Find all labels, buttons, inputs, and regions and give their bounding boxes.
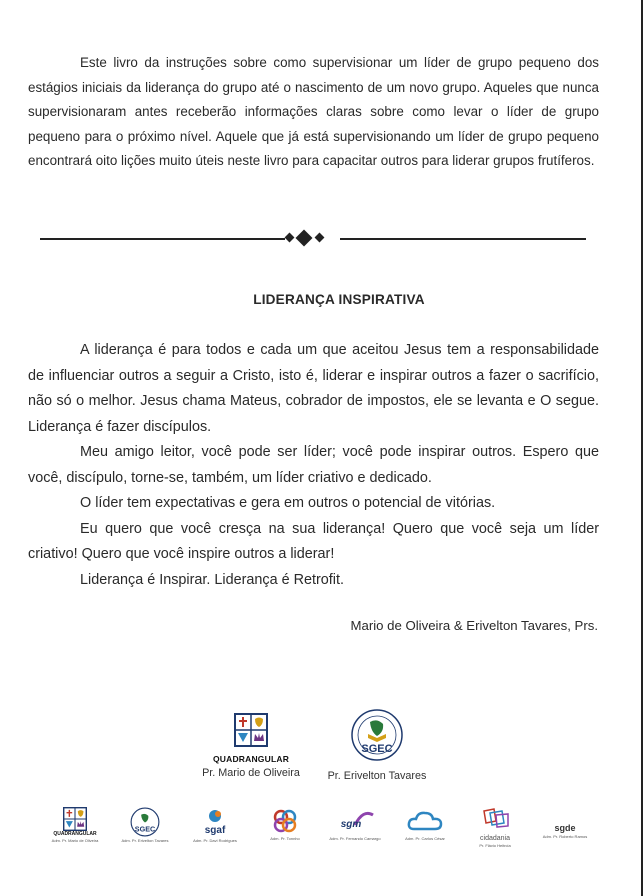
footer-logo-cidadania <box>460 807 530 848</box>
footer-logo-sub: Adm. Pr. Tonnho <box>270 836 300 841</box>
signature: Mario de Oliveira & Erivelton Tavares, Prs. <box>350 618 598 633</box>
footer-logo-cloud <box>390 807 460 841</box>
footer-logo-sgm <box>320 807 390 841</box>
footer-logo-sgec <box>110 807 180 843</box>
sgec-seal-icon <box>130 807 160 837</box>
quadrangular-emblem-icon <box>234 713 268 747</box>
paragraph: Eu quero que você cresça na sua liderança! Quero que você seja um líder criativo! Quero que você inspire outros a liderar! <box>28 520 599 562</box>
paragraph: O líder tem expectativas e gera em outros o potencial de vitórias. <box>80 495 496 511</box>
quadrangular-emblem-icon <box>63 807 87 831</box>
footer-logo-sub: Adm. Pr. Davi Rodrigues <box>193 838 237 843</box>
footer-logo-quadrangular <box>40 807 110 843</box>
sgaf-logo-icon <box>200 807 230 837</box>
footer-logo-sub: Adm. Pr. Carlos César <box>405 836 445 841</box>
footer-logo-sub: Adm. Pr. Mario de Oliveira <box>51 838 99 843</box>
diamond-ornament-small <box>285 233 295 243</box>
footer-logos <box>40 807 600 867</box>
cloud-logo-icon <box>406 807 444 835</box>
paragraph: Meu amigo leitor, você pode ser líder; você pode inspirar outros. Espero que você, discípulo, torne-se, também, um líder criativo e dedicado. <box>28 444 599 486</box>
footer-logo-label: QUADRANGULAR <box>53 831 97 837</box>
footer-logo-sub: Adm. Pr. Roberto Ramos <box>542 834 588 839</box>
footer-logo-sub: Adm. Pr. Fernando Camargo <box>329 836 381 841</box>
footer-logo-sub: Adm. Pr. Erivelton Tavares <box>121 838 169 843</box>
divider-line-left <box>40 238 285 240</box>
divider-line-right <box>340 238 586 240</box>
interlocking-rings-icon <box>271 807 299 835</box>
footer-logo-label: sgde <box>554 823 576 833</box>
sgec-logo-block <box>322 708 432 782</box>
logo-caption: Pr. Erivelton Tavares <box>327 770 427 782</box>
brand-name: QUADRANGULAR <box>212 754 290 764</box>
logo-caption: Pr. Mario de Oliveira <box>202 767 300 779</box>
footer-logo-label: cidadania <box>480 835 510 842</box>
footer-logo-label: sgm <box>340 819 362 830</box>
diamond-ornament-large <box>296 229 313 246</box>
footer-logo-sub: Pr. Flávio Heitrcia <box>479 843 511 848</box>
sgm-logo-icon <box>335 807 375 835</box>
paragraph: A liderança é para todos e cada um que aceitou Jesus tem a responsabilidade de influenciar outros a seguir a Cristo, isto é, liderar e inspirar outros a fazer o sacrifício, não só o melhor. Jesus chama Mateus, cobrador de impostos, ele se levanta e O segue. Liderança é fazer discípulos. <box>28 342 599 435</box>
svg-text:SGEC: SGEC <box>134 824 156 834</box>
svg-text:SGEC: SGEC <box>361 743 393 755</box>
body-text <box>28 338 599 593</box>
quadrangular-logo-block <box>196 713 306 779</box>
sgec-seal-icon <box>350 708 404 762</box>
cidadania-logo-icon <box>478 807 512 835</box>
footer-logo-rings <box>250 807 320 841</box>
footer-logo-label: sgaf <box>204 825 226 836</box>
footer-logo-sgde <box>530 807 600 839</box>
intro-paragraph: Este livro da instruções sobre como supervisionar um líder de grupo pequeno dos estágios iniciais da liderança do grupo até o nascimento de um novo grupo. Aqueles que nunca supervisionaram antes receberão informações claras sobre como levar o líder de grupo pequeno para o próximo nível. Aquele que já está supervisionando um líder de grupo pequeno encontrará oito lições muito úteis neste livro para capacitar outros para liderar grupos frutíferos. <box>28 55 599 169</box>
footer-logo-sgaf <box>180 807 250 843</box>
diamond-ornament-small <box>315 233 325 243</box>
paragraph: Liderança é Inspirar. Liderança é Retrofit. <box>80 571 344 588</box>
section-heading: LIDERANÇA INSPIRATIVA <box>253 292 425 307</box>
ornamental-divider <box>40 228 586 248</box>
